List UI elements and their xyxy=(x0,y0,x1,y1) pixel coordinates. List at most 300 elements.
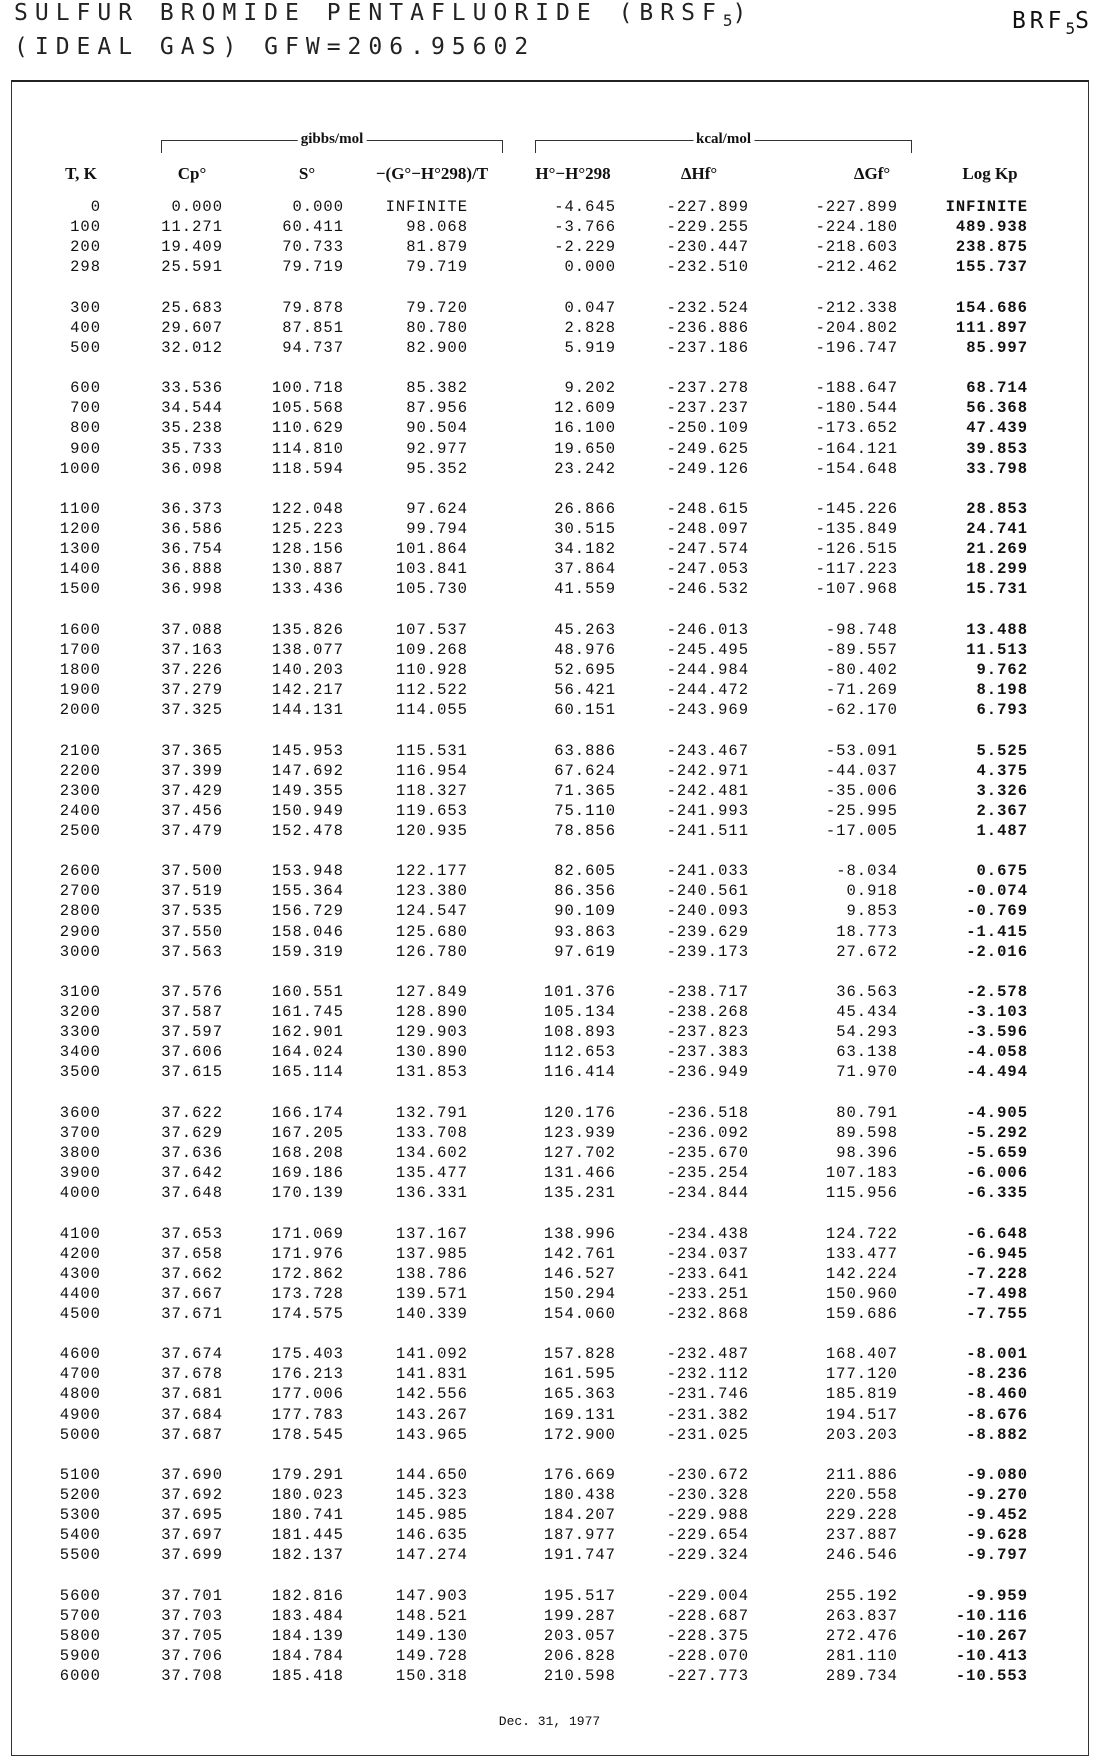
cell-delta-gf: -224.180 xyxy=(815,218,898,237)
cell-temperature: 4300 xyxy=(59,1264,101,1283)
cell-temperature: 1000 xyxy=(59,459,101,478)
cell-entropy: 158.046 xyxy=(271,922,344,941)
cell-temperature: 1200 xyxy=(59,520,101,539)
cell-temperature: 3800 xyxy=(59,1143,101,1162)
cell-delta-hf: -228.375 xyxy=(666,1626,749,1645)
cell-log-kp: 68.714 xyxy=(966,379,1028,398)
cell-entropy: 169.186 xyxy=(271,1164,344,1182)
cell-temperature: 3700 xyxy=(59,1123,101,1142)
cell-delta-hf: -229.654 xyxy=(666,1526,749,1545)
cell-cp: 37.695 xyxy=(161,1506,223,1525)
cell-cp: 37.615 xyxy=(161,1063,223,1082)
cell-delta-gf: -17.005 xyxy=(825,821,898,840)
cell-log-kp: 85.997 xyxy=(966,338,1028,357)
cell-cp: 37.653 xyxy=(161,1224,223,1243)
cell-cp: 29.607 xyxy=(161,318,223,337)
cell-delta-gf: -107.968 xyxy=(815,580,898,599)
cell-delta-hf: -239.629 xyxy=(666,922,749,941)
cell-cp: 37.629 xyxy=(161,1123,223,1142)
cell-cp: 35.238 xyxy=(161,419,223,438)
cell-delta-hf: -237.383 xyxy=(666,1043,749,1062)
cell-log-kp: 33.798 xyxy=(966,459,1028,478)
cell-gibbs-function: 105.730 xyxy=(395,580,468,599)
cell-enthalpy: 5.919 xyxy=(564,338,616,357)
cell-gibbs-function: 145.985 xyxy=(395,1506,468,1525)
cell-entropy: 178.545 xyxy=(271,1425,344,1444)
cell-delta-hf: -243.969 xyxy=(666,701,749,720)
cell-entropy: 60.411 xyxy=(282,218,344,237)
cell-enthalpy: 169.131 xyxy=(543,1405,616,1424)
cell-log-kp: 11.513 xyxy=(966,640,1028,659)
cell-temperature: 3100 xyxy=(59,983,101,1002)
cell-entropy: 171.976 xyxy=(271,1244,344,1263)
cell-log-kp: 6.793 xyxy=(976,701,1028,720)
header-gibbs-function: −(G°−H°298)/T xyxy=(375,164,489,183)
cell-delta-gf: 246.546 xyxy=(825,1546,898,1565)
cell-temperature: 800 xyxy=(70,419,101,438)
header-delta-gf: ΔGf° xyxy=(853,164,891,183)
cell-delta-hf: -232.487 xyxy=(666,1345,749,1364)
cell-delta-gf: -71.269 xyxy=(825,681,898,699)
cell-cp: 37.399 xyxy=(161,761,223,780)
cell-delta-gf: -89.557 xyxy=(825,640,898,659)
cell-entropy: 0.000 xyxy=(292,198,344,216)
cell-entropy: 167.205 xyxy=(271,1123,344,1142)
cell-enthalpy: 195.517 xyxy=(543,1586,616,1605)
cell-enthalpy: -3.766 xyxy=(554,218,616,237)
cell-temperature: 1800 xyxy=(59,660,101,679)
cell-enthalpy: 75.110 xyxy=(554,801,616,820)
cell-delta-hf: -248.097 xyxy=(666,520,749,539)
cell-delta-gf: -145.226 xyxy=(815,500,898,519)
cell-delta-hf: -231.025 xyxy=(666,1425,749,1444)
header-log-kp: Log Kp xyxy=(962,164,1018,183)
cell-gibbs-function: 145.323 xyxy=(395,1486,468,1505)
cell-enthalpy: 0.047 xyxy=(564,298,616,317)
cell-log-kp: -9.628 xyxy=(966,1526,1028,1545)
document-title xyxy=(14,0,753,30)
document-subtitle: (IDEAL GAS) GFW=206.95602 xyxy=(14,34,536,60)
cell-enthalpy: 93.863 xyxy=(554,922,616,941)
cell-cp: 37.279 xyxy=(161,681,223,699)
cell-delta-hf: -245.495 xyxy=(666,640,749,659)
cell-delta-gf: 194.517 xyxy=(825,1405,898,1424)
cell-log-kp: -4.905 xyxy=(966,1103,1028,1122)
cell-delta-gf: 45.434 xyxy=(836,1003,898,1022)
cell-delta-hf: -247.574 xyxy=(666,540,749,559)
cell-delta-hf: -231.746 xyxy=(666,1385,749,1404)
cell-entropy: 166.174 xyxy=(271,1103,344,1122)
cell-delta-gf: -53.091 xyxy=(825,741,898,760)
cell-temperature: 3900 xyxy=(59,1164,101,1182)
cell-cp: 37.325 xyxy=(161,701,223,720)
cell-delta-hf: -242.481 xyxy=(666,781,749,800)
cell-temperature: 2800 xyxy=(59,902,101,921)
cell-delta-hf: -241.993 xyxy=(666,801,749,820)
cell-delta-hf: -232.524 xyxy=(666,298,749,317)
cell-gibbs-function: 131.853 xyxy=(395,1063,468,1082)
cell-entropy: 125.223 xyxy=(271,520,344,539)
cell-delta-hf: -233.251 xyxy=(666,1284,749,1303)
cell-gibbs-function: 132.791 xyxy=(395,1103,468,1122)
cell-temperature: 500 xyxy=(70,338,101,357)
cell-gibbs-function: 95.352 xyxy=(406,459,468,478)
cell-cp: 36.998 xyxy=(161,580,223,599)
cell-temperature: 2900 xyxy=(59,922,101,941)
cell-temperature: 4800 xyxy=(59,1385,101,1404)
cell-cp: 37.456 xyxy=(161,801,223,820)
cell-gibbs-function: 79.720 xyxy=(406,298,468,317)
cell-enthalpy: 176.669 xyxy=(543,1466,616,1485)
cell-entropy: 164.024 xyxy=(271,1043,344,1062)
cell-delta-hf: -235.670 xyxy=(666,1143,749,1162)
cell-cp: 37.703 xyxy=(161,1606,223,1625)
cell-gibbs-function: 114.055 xyxy=(395,701,468,720)
cell-enthalpy: 34.182 xyxy=(554,540,616,559)
cell-log-kp: -10.553 xyxy=(955,1667,1028,1686)
cell-cp: 37.642 xyxy=(161,1164,223,1182)
cell-delta-hf: -237.823 xyxy=(666,1023,749,1042)
title-subscript: 5 xyxy=(722,11,733,30)
cell-delta-gf: 0.918 xyxy=(846,882,898,901)
cell-delta-hf: -237.278 xyxy=(666,379,749,398)
cell-cp: 37.429 xyxy=(161,781,223,800)
title-end: ) xyxy=(732,0,754,26)
cell-gibbs-function: 118.327 xyxy=(395,781,468,800)
cell-cp: 37.687 xyxy=(161,1425,223,1444)
cell-enthalpy: -4.645 xyxy=(554,198,616,216)
cell-delta-hf: -228.687 xyxy=(666,1606,749,1625)
cell-entropy: 105.568 xyxy=(271,399,344,418)
cell-cp: 36.373 xyxy=(161,500,223,519)
cell-temperature: 900 xyxy=(70,439,101,458)
cell-delta-hf: -249.126 xyxy=(666,459,749,478)
title-text: SULFUR BROMIDE PENTAFLUORIDE (BRSF xyxy=(14,0,723,26)
cell-cp: 37.705 xyxy=(161,1626,223,1645)
cell-delta-gf: 142.224 xyxy=(825,1264,898,1283)
cell-enthalpy: 48.976 xyxy=(554,640,616,659)
cell-temperature: 3300 xyxy=(59,1023,101,1042)
cell-cp: 37.587 xyxy=(161,1003,223,1022)
group-gibbs xyxy=(161,131,503,153)
cell-temperature: 5600 xyxy=(59,1586,101,1605)
cell-enthalpy: 112.653 xyxy=(543,1043,616,1062)
cell-delta-gf: 237.887 xyxy=(825,1526,898,1545)
cell-delta-gf: 211.886 xyxy=(825,1466,898,1485)
cell-log-kp: -9.959 xyxy=(966,1586,1028,1605)
cell-log-kp: -0.769 xyxy=(966,902,1028,921)
cell-delta-hf: -248.615 xyxy=(666,500,749,519)
cell-entropy: 79.719 xyxy=(282,258,344,277)
cell-log-kp: -7.755 xyxy=(966,1304,1028,1323)
cell-delta-gf: -8.034 xyxy=(836,862,898,881)
cell-delta-hf: -247.053 xyxy=(666,560,749,579)
cell-enthalpy: -2.229 xyxy=(554,238,616,257)
cell-cp: 37.088 xyxy=(161,620,223,639)
cell-gibbs-function: 137.985 xyxy=(395,1244,468,1263)
formula-end: S xyxy=(1075,8,1093,34)
cell-delta-gf: -173.652 xyxy=(815,419,898,438)
cell-delta-hf: -241.511 xyxy=(666,821,749,840)
cell-gibbs-function: 120.935 xyxy=(395,821,468,840)
cell-entropy: 133.436 xyxy=(271,580,344,599)
cell-gibbs-function: 115.531 xyxy=(395,741,468,760)
cell-delta-hf: -227.773 xyxy=(666,1667,749,1686)
cell-delta-gf: -135.849 xyxy=(815,520,898,539)
cell-delta-gf: 133.477 xyxy=(825,1244,898,1263)
cell-cp: 37.706 xyxy=(161,1647,223,1665)
cell-delta-hf: -240.093 xyxy=(666,902,749,921)
cell-entropy: 79.878 xyxy=(282,298,344,317)
cell-log-kp: -8.460 xyxy=(966,1385,1028,1404)
cell-temperature: 2100 xyxy=(59,741,101,760)
cell-delta-hf: -231.382 xyxy=(666,1405,749,1424)
cell-enthalpy: 165.363 xyxy=(543,1385,616,1404)
cell-log-kp: -2.016 xyxy=(966,942,1028,961)
cell-delta-gf: -44.037 xyxy=(825,761,898,780)
cell-gibbs-function: 150.318 xyxy=(395,1667,468,1686)
cell-log-kp: 0.675 xyxy=(976,862,1028,881)
cell-log-kp: 47.439 xyxy=(966,419,1028,438)
cell-delta-hf: -229.255 xyxy=(666,218,749,237)
cell-log-kp: -4.058 xyxy=(966,1043,1028,1062)
cell-gibbs-function: 97.624 xyxy=(406,500,468,519)
cell-gibbs-function: 107.537 xyxy=(395,620,468,639)
cell-log-kp: -10.267 xyxy=(955,1626,1028,1645)
cell-cp: 37.690 xyxy=(161,1466,223,1485)
cell-log-kp: -10.116 xyxy=(955,1606,1028,1625)
cell-gibbs-function: 99.794 xyxy=(406,520,468,539)
cell-gibbs-function: 110.928 xyxy=(395,660,468,679)
cell-enthalpy: 210.598 xyxy=(543,1667,616,1686)
cell-gibbs-function: INFINITE xyxy=(385,198,468,216)
cell-delta-gf: -35.006 xyxy=(825,781,898,800)
cell-entropy: 128.156 xyxy=(271,540,344,559)
cell-enthalpy: 206.828 xyxy=(543,1647,616,1665)
cell-enthalpy: 82.605 xyxy=(554,862,616,881)
cell-gibbs-function: 85.382 xyxy=(406,379,468,398)
cell-temperature: 3200 xyxy=(59,1003,101,1022)
cell-temperature: 5300 xyxy=(59,1506,101,1525)
cell-temperature: 5000 xyxy=(59,1425,101,1444)
cell-entropy: 94.737 xyxy=(282,338,344,357)
cell-gibbs-function: 101.864 xyxy=(395,540,468,559)
cell-cp: 37.606 xyxy=(161,1043,223,1062)
cell-entropy: 179.291 xyxy=(271,1466,344,1485)
cell-gibbs-function: 140.339 xyxy=(395,1304,468,1323)
cell-delta-hf: -235.254 xyxy=(666,1164,749,1182)
cell-delta-hf: -234.438 xyxy=(666,1224,749,1243)
cell-entropy: 173.728 xyxy=(271,1284,344,1303)
cell-enthalpy: 180.438 xyxy=(543,1486,616,1505)
cell-log-kp: -9.452 xyxy=(966,1506,1028,1525)
cell-log-kp: 13.488 xyxy=(966,620,1028,639)
cell-delta-gf: 71.970 xyxy=(836,1063,898,1082)
cell-gibbs-function: 141.831 xyxy=(395,1365,468,1384)
cell-gibbs-function: 87.956 xyxy=(406,399,468,418)
cell-enthalpy: 191.747 xyxy=(543,1546,616,1565)
cell-gibbs-function: 116.954 xyxy=(395,761,468,780)
cell-cp: 33.536 xyxy=(161,379,223,398)
cell-cp: 25.683 xyxy=(161,298,223,317)
cell-delta-gf: -218.603 xyxy=(815,238,898,257)
cell-log-kp: 56.368 xyxy=(966,399,1028,418)
cell-enthalpy: 2.828 xyxy=(564,318,616,337)
cell-enthalpy: 150.294 xyxy=(543,1284,616,1303)
cell-delta-hf: -230.447 xyxy=(666,238,749,257)
cell-delta-hf: -234.037 xyxy=(666,1244,749,1263)
cell-log-kp: 18.299 xyxy=(966,560,1028,579)
cell-delta-gf: -227.899 xyxy=(815,198,898,216)
cell-enthalpy: 154.060 xyxy=(543,1304,616,1323)
cell-entropy: 172.862 xyxy=(271,1264,344,1283)
cell-temperature: 1400 xyxy=(59,560,101,579)
cell-delta-gf: 124.722 xyxy=(825,1224,898,1243)
cell-gibbs-function: 146.635 xyxy=(395,1526,468,1545)
cell-entropy: 114.810 xyxy=(271,439,344,458)
cell-cp: 35.733 xyxy=(161,439,223,458)
cell-temperature: 200 xyxy=(70,238,101,257)
cell-gibbs-function: 142.556 xyxy=(395,1385,468,1404)
cell-gibbs-function: 130.890 xyxy=(395,1043,468,1062)
cell-delta-gf: 98.396 xyxy=(836,1143,898,1162)
cell-delta-gf: -154.648 xyxy=(815,459,898,478)
cell-cp: 37.226 xyxy=(161,660,223,679)
cell-delta-hf: -246.013 xyxy=(666,620,749,639)
cell-gibbs-function: 109.268 xyxy=(395,640,468,659)
cell-temperature: 4400 xyxy=(59,1284,101,1303)
cell-enthalpy: 97.619 xyxy=(554,942,616,961)
cell-log-kp: 9.762 xyxy=(976,660,1028,679)
cell-enthalpy: 146.527 xyxy=(543,1264,616,1283)
cell-temperature: 4700 xyxy=(59,1365,101,1384)
cell-entropy: 70.733 xyxy=(282,238,344,257)
cell-entropy: 118.594 xyxy=(271,459,344,478)
cell-gibbs-function: 112.522 xyxy=(395,681,468,699)
cell-enthalpy: 157.828 xyxy=(543,1345,616,1364)
cell-enthalpy: 199.287 xyxy=(543,1606,616,1625)
cell-delta-hf: -244.472 xyxy=(666,681,749,699)
cell-log-kp: -9.080 xyxy=(966,1466,1028,1485)
cell-gibbs-function: 128.890 xyxy=(395,1003,468,1022)
cell-log-kp: 4.375 xyxy=(976,761,1028,780)
cell-temperature: 4200 xyxy=(59,1244,101,1263)
cell-cp: 0.000 xyxy=(171,198,223,216)
cell-gibbs-function: 119.653 xyxy=(395,801,468,820)
cell-log-kp: -0.074 xyxy=(966,882,1028,901)
cell-cp: 36.098 xyxy=(161,459,223,478)
cell-delta-gf: 177.120 xyxy=(825,1365,898,1384)
cell-log-kp: -6.945 xyxy=(966,1244,1028,1263)
cell-delta-gf: 229.228 xyxy=(825,1506,898,1525)
cell-delta-gf: -212.462 xyxy=(815,258,898,277)
cell-cp: 37.662 xyxy=(161,1264,223,1283)
cell-log-kp: 3.326 xyxy=(976,781,1028,800)
cell-entropy: 161.745 xyxy=(271,1003,344,1022)
cell-delta-gf: -188.647 xyxy=(815,379,898,398)
cell-cp: 37.535 xyxy=(161,902,223,921)
cell-temperature: 5500 xyxy=(59,1546,101,1565)
cell-entropy: 155.364 xyxy=(271,882,344,901)
cell-delta-gf: -117.223 xyxy=(815,560,898,579)
cell-delta-gf: -126.515 xyxy=(815,540,898,559)
cell-enthalpy: 19.650 xyxy=(554,439,616,458)
cell-temperature: 6000 xyxy=(59,1667,101,1686)
cell-entropy: 138.077 xyxy=(271,640,344,659)
cell-cp: 19.409 xyxy=(161,238,223,257)
cell-gibbs-function: 148.521 xyxy=(395,1606,468,1625)
cell-log-kp: -7.498 xyxy=(966,1284,1028,1303)
cell-enthalpy: 30.515 xyxy=(554,520,616,539)
cell-delta-gf: 54.293 xyxy=(836,1023,898,1042)
cell-gibbs-function: 136.331 xyxy=(395,1184,468,1203)
cell-cp: 37.550 xyxy=(161,922,223,941)
date-footer: Dec. 31, 1977 xyxy=(498,1714,601,1729)
cell-delta-gf: 168.407 xyxy=(825,1345,898,1364)
cell-entropy: 181.445 xyxy=(271,1526,344,1545)
cell-entropy: 174.575 xyxy=(271,1304,344,1323)
cell-delta-gf: 185.819 xyxy=(825,1385,898,1404)
cell-delta-hf: -246.532 xyxy=(666,580,749,599)
cell-delta-hf: -228.070 xyxy=(666,1647,749,1665)
cell-delta-gf: 272.476 xyxy=(825,1626,898,1645)
cell-enthalpy: 90.109 xyxy=(554,902,616,921)
cell-enthalpy: 101.376 xyxy=(543,983,616,1002)
cell-gibbs-function: 90.504 xyxy=(406,419,468,438)
cell-gibbs-function: 92.977 xyxy=(406,439,468,458)
cell-log-kp: 28.853 xyxy=(966,500,1028,519)
cell-enthalpy: 67.624 xyxy=(554,761,616,780)
cell-cp: 37.365 xyxy=(161,741,223,760)
cell-temperature: 1700 xyxy=(59,640,101,659)
cell-delta-hf: -236.518 xyxy=(666,1103,749,1122)
cell-cp: 37.674 xyxy=(161,1345,223,1364)
cell-delta-gf: -25.995 xyxy=(825,801,898,820)
cell-cp: 32.012 xyxy=(161,338,223,357)
cell-log-kp: 15.731 xyxy=(966,580,1028,599)
cell-temperature: 1500 xyxy=(59,580,101,599)
cell-temperature: 2200 xyxy=(59,761,101,780)
cell-temperature: 0 xyxy=(90,198,101,216)
cell-entropy: 168.208 xyxy=(271,1143,344,1162)
cell-log-kp: 2.367 xyxy=(976,801,1028,820)
cell-log-kp: -5.659 xyxy=(966,1143,1028,1162)
cell-temperature: 5800 xyxy=(59,1626,101,1645)
cell-cp: 37.697 xyxy=(161,1526,223,1545)
cell-entropy: 142.217 xyxy=(271,681,344,699)
cell-temperature: 5900 xyxy=(59,1647,101,1665)
header-enthalpy: H°−H°298 xyxy=(535,164,611,183)
cell-delta-hf: -233.641 xyxy=(666,1264,749,1283)
cell-entropy: 182.816 xyxy=(271,1586,344,1605)
cell-entropy: 144.131 xyxy=(271,701,344,720)
formula-main: BRF xyxy=(1011,8,1066,34)
cell-log-kp: 21.269 xyxy=(966,540,1028,559)
cell-temperature: 5100 xyxy=(59,1466,101,1485)
cell-temperature: 4900 xyxy=(59,1405,101,1424)
cell-gibbs-function: 144.650 xyxy=(395,1466,468,1485)
cell-enthalpy: 127.702 xyxy=(543,1143,616,1162)
cell-delta-gf: 80.791 xyxy=(836,1103,898,1122)
cell-entropy: 156.729 xyxy=(271,902,344,921)
cell-delta-gf: 27.672 xyxy=(836,942,898,961)
cell-entropy: 150.949 xyxy=(271,801,344,820)
cell-entropy: 87.851 xyxy=(282,318,344,337)
group-gibbs-label: gibbs/mol xyxy=(298,131,367,148)
cell-log-kp: -3.103 xyxy=(966,1003,1028,1022)
cell-entropy: 110.629 xyxy=(271,419,344,438)
cell-enthalpy: 161.595 xyxy=(543,1365,616,1384)
